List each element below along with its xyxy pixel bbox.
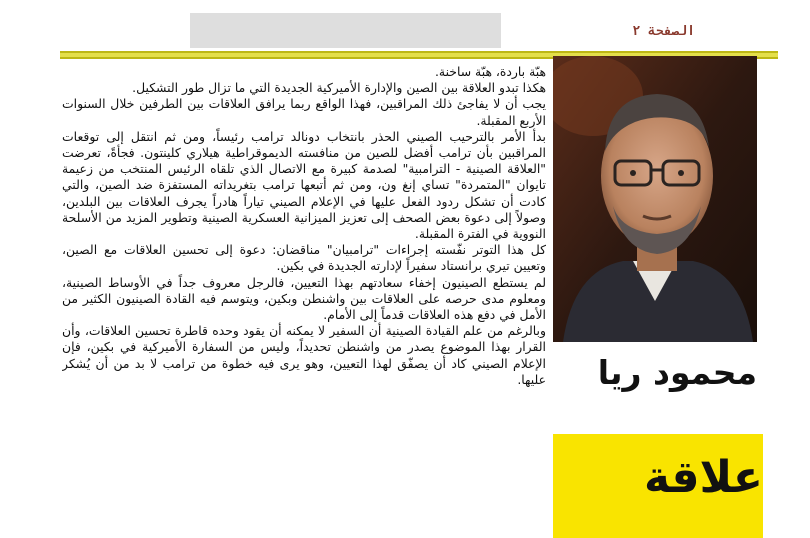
author-photo	[553, 56, 757, 342]
column-title: علاقة	[644, 452, 763, 503]
article-paragraph: هبّة باردة، هبّة ساخنة.	[434, 64, 546, 79]
author-name: محمود ريا	[597, 353, 757, 392]
page-number-label: الصفحة ٢	[632, 24, 695, 39]
author-portrait-icon	[553, 56, 757, 342]
article-paragraph: بدأ الأمر بالترحيب الصيني الحذر بانتخاب دونالد ترامب رئيساً، ومن ثم انتقل إلى توقعات المراقبين بأن ترامب أفضل للصين من منافسته الديموقراطية هيلاري كلينتون. فجأةً، تعرضت "العلاقة الصينية - الترامبية" لصدمة كبيرة مع الاتصال الذي تلقاه الرئيس المنتخب من زعيمة تايوان "المتمردة" تساي إنغ ون، ومن ثم أتبعها ترامب بتغريداته المستفزة ضد الصين، والتي كادت أن تشكل ردود الفعل عليها في الإعلام الصيني تياراً هادراً يجرف العلاقات بين البلدين، وصولاً إلى دعوة بعض الصحف إلى تعزيز الميزانية العسكرية الصينية وتطوير المزيد من الأسلحة النووية في الفترة المقبلة.	[62, 128, 546, 242]
article-paragraph: كل هذا التوتر نفّسته إجراءات "ترامبيان" مناقضان: دعوة إلى تحسين العلاقات مع الصين، وتعيين تيري برانستاد سفيراً لإدارته الجديدة في بكين.	[62, 242, 546, 274]
header-placeholder-box	[190, 13, 501, 48]
article-body	[62, 64, 546, 538]
article-paragraph: هكذا تبدو العلاقة بين الصين والإدارة الأميركية الجديدة التي ما تزال طور التشكيل.	[132, 80, 546, 96]
article-paragraph: وبالرغم من علم القيادة الصينية أن السفير لا يمكنه أن يقود وحده قاطرة تحسين العلاقات، وأن القرار بهذا الموضوع يصدر من واشنطن تحديداً، وليس من السفارة الأميركية في بكين، فإن الإعلام الصيني كاد أن يصفّق لهذا التعيين، وهو يرى فيه خطوة من ترامب لا بد من أن يُشكر عليها.	[62, 323, 546, 387]
article-paragraph: لم يستطع الصينيون إخفاء سعادتهم بهذا التعيين، فالرجل معروف جداً في الأوساط الصينية، ومعلوم مدى حرصه على العلاقات بين واشنطن وبكين، ويتوسم فيه القادة الصينيون الكثير من الأمل في دفع هذه العلاقات قدماً إلى الأمام.	[62, 274, 546, 323]
column-title-block	[553, 434, 763, 538]
article-paragraph: يجب أن لا يفاجئ ذلك المراقبين، فهذا الواقع ربما يرافق العلاقات بين الطرفين خلال السنوات الأربع المقبلة.	[62, 96, 546, 128]
